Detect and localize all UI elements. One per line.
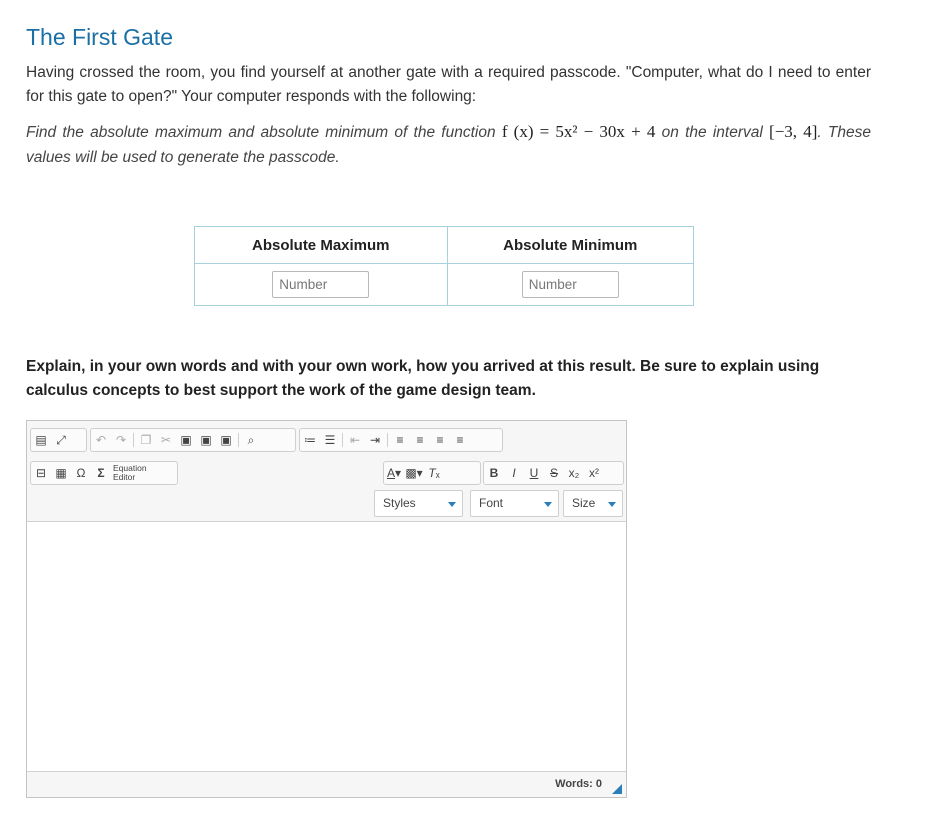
numbered-list-icon[interactable]: ≔: [304, 433, 316, 447]
special-character-icon[interactable]: Ω: [76, 466, 86, 480]
absolute-minimum-cell: [447, 264, 693, 306]
size-dropdown-label: Size: [572, 496, 596, 510]
toolbar-group-insert: [30, 461, 178, 485]
resize-handle-icon[interactable]: [612, 784, 622, 794]
page-title: The First Gate: [26, 24, 173, 50]
horizontal-line-icon[interactable]: ⊟: [35, 466, 47, 480]
toolbar-separator: [238, 433, 239, 447]
styles-dropdown[interactable]: [374, 490, 463, 517]
outdent-icon[interactable]: ⇤: [349, 433, 361, 447]
absolute-maximum-header: Absolute Maximum: [195, 227, 448, 264]
absolute-maximum-cell: [195, 264, 448, 306]
font-dropdown-label: Font: [479, 496, 504, 510]
absolute-minimum-header: Absolute Minimum: [447, 227, 693, 264]
absolute-maximum-input[interactable]: [272, 271, 369, 298]
bold-icon[interactable]: B: [489, 466, 499, 480]
function-expression: f (x) = 5x² − 30x + 4: [501, 122, 656, 141]
strikethrough-icon[interactable]: S: [549, 466, 558, 480]
indent-icon[interactable]: ⇥: [369, 433, 381, 447]
toolbar-group-clipboard: [90, 428, 296, 452]
underline-icon[interactable]: U: [529, 466, 539, 480]
maximize-icon[interactable]: ⤢: [56, 433, 66, 447]
source-icon[interactable]: ▤: [35, 433, 47, 447]
chevron-down-icon: [448, 502, 456, 507]
absolute-minimum-input[interactable]: [522, 271, 619, 298]
toolbar-group-document: [30, 428, 87, 452]
table-icon[interactable]: ▦: [55, 466, 67, 480]
explain-prompt: Explain, in your own words and with your own work, how you arrived at this result. Be sure to explain using calculus concepts to best support the work of the game design team.: [26, 358, 820, 399]
prompt-text-2: on the interval: [655, 124, 770, 141]
redo-icon[interactable]: ↷: [115, 433, 127, 447]
font-dropdown[interactable]: [470, 490, 559, 517]
paste-text-icon[interactable]: ▣: [200, 433, 212, 447]
interval-expression: [−3, 4]: [769, 122, 818, 141]
toolbar-group-paragraph: [299, 428, 503, 452]
editor-content-area[interactable]: [27, 522, 626, 772]
align-center-icon[interactable]: ≡: [416, 433, 424, 447]
paste-icon[interactable]: ▣: [180, 433, 192, 447]
remove-format-icon[interactable]: Tₓ: [428, 466, 440, 480]
toolbar-separator: [387, 433, 388, 447]
toolbar-group-colors: [383, 461, 481, 485]
editor-toolbar: [27, 421, 626, 522]
find-icon[interactable]: ⌕: [247, 433, 255, 447]
equation-editor-button[interactable]: Equation Editor: [113, 463, 147, 482]
chevron-down-icon: [544, 502, 552, 507]
background-color-icon[interactable]: ▩▾: [405, 466, 423, 480]
toolbar-group-basic-styles: [483, 461, 624, 485]
text-color-icon[interactable]: A▾: [386, 466, 402, 480]
align-right-icon[interactable]: ≡: [436, 433, 444, 447]
prompt-text-3: . These values will be used to generate the passcode.: [26, 124, 872, 166]
toolbar-separator: [133, 433, 134, 447]
align-left-icon[interactable]: ≡: [396, 433, 404, 447]
word-count: Words: 0: [555, 778, 602, 790]
subscript-icon[interactable]: x₂: [568, 466, 580, 480]
paste-word-icon[interactable]: ▣: [220, 433, 232, 447]
toolbar-separator: [342, 433, 343, 447]
problem-prompt: [26, 119, 871, 170]
editor-status-bar: [27, 771, 626, 797]
cut-icon[interactable]: ✂: [160, 433, 172, 447]
align-justify-icon[interactable]: ≡: [456, 433, 464, 447]
intro-text: Having crossed the room, you find yourself at another gate with a required passcode. "Computer, what do I need to enter for this gate to open?" Your computer responds with the following:: [26, 64, 871, 105]
answer-table: [194, 226, 694, 306]
prompt-text-1: Find the absolute maximum and absolute minimum of the function: [26, 124, 502, 141]
undo-icon[interactable]: ↶: [95, 433, 107, 447]
rich-text-editor: [26, 420, 627, 798]
size-dropdown[interactable]: [563, 490, 623, 517]
bulleted-list-icon[interactable]: ☰: [324, 433, 336, 447]
styles-dropdown-label: Styles: [383, 496, 416, 510]
italic-icon[interactable]: I: [512, 466, 516, 480]
copy-icon[interactable]: ❐: [140, 433, 152, 447]
sigma-icon[interactable]: Σ: [97, 466, 105, 480]
chevron-down-icon: [608, 502, 616, 507]
superscript-icon[interactable]: x²: [589, 466, 599, 480]
